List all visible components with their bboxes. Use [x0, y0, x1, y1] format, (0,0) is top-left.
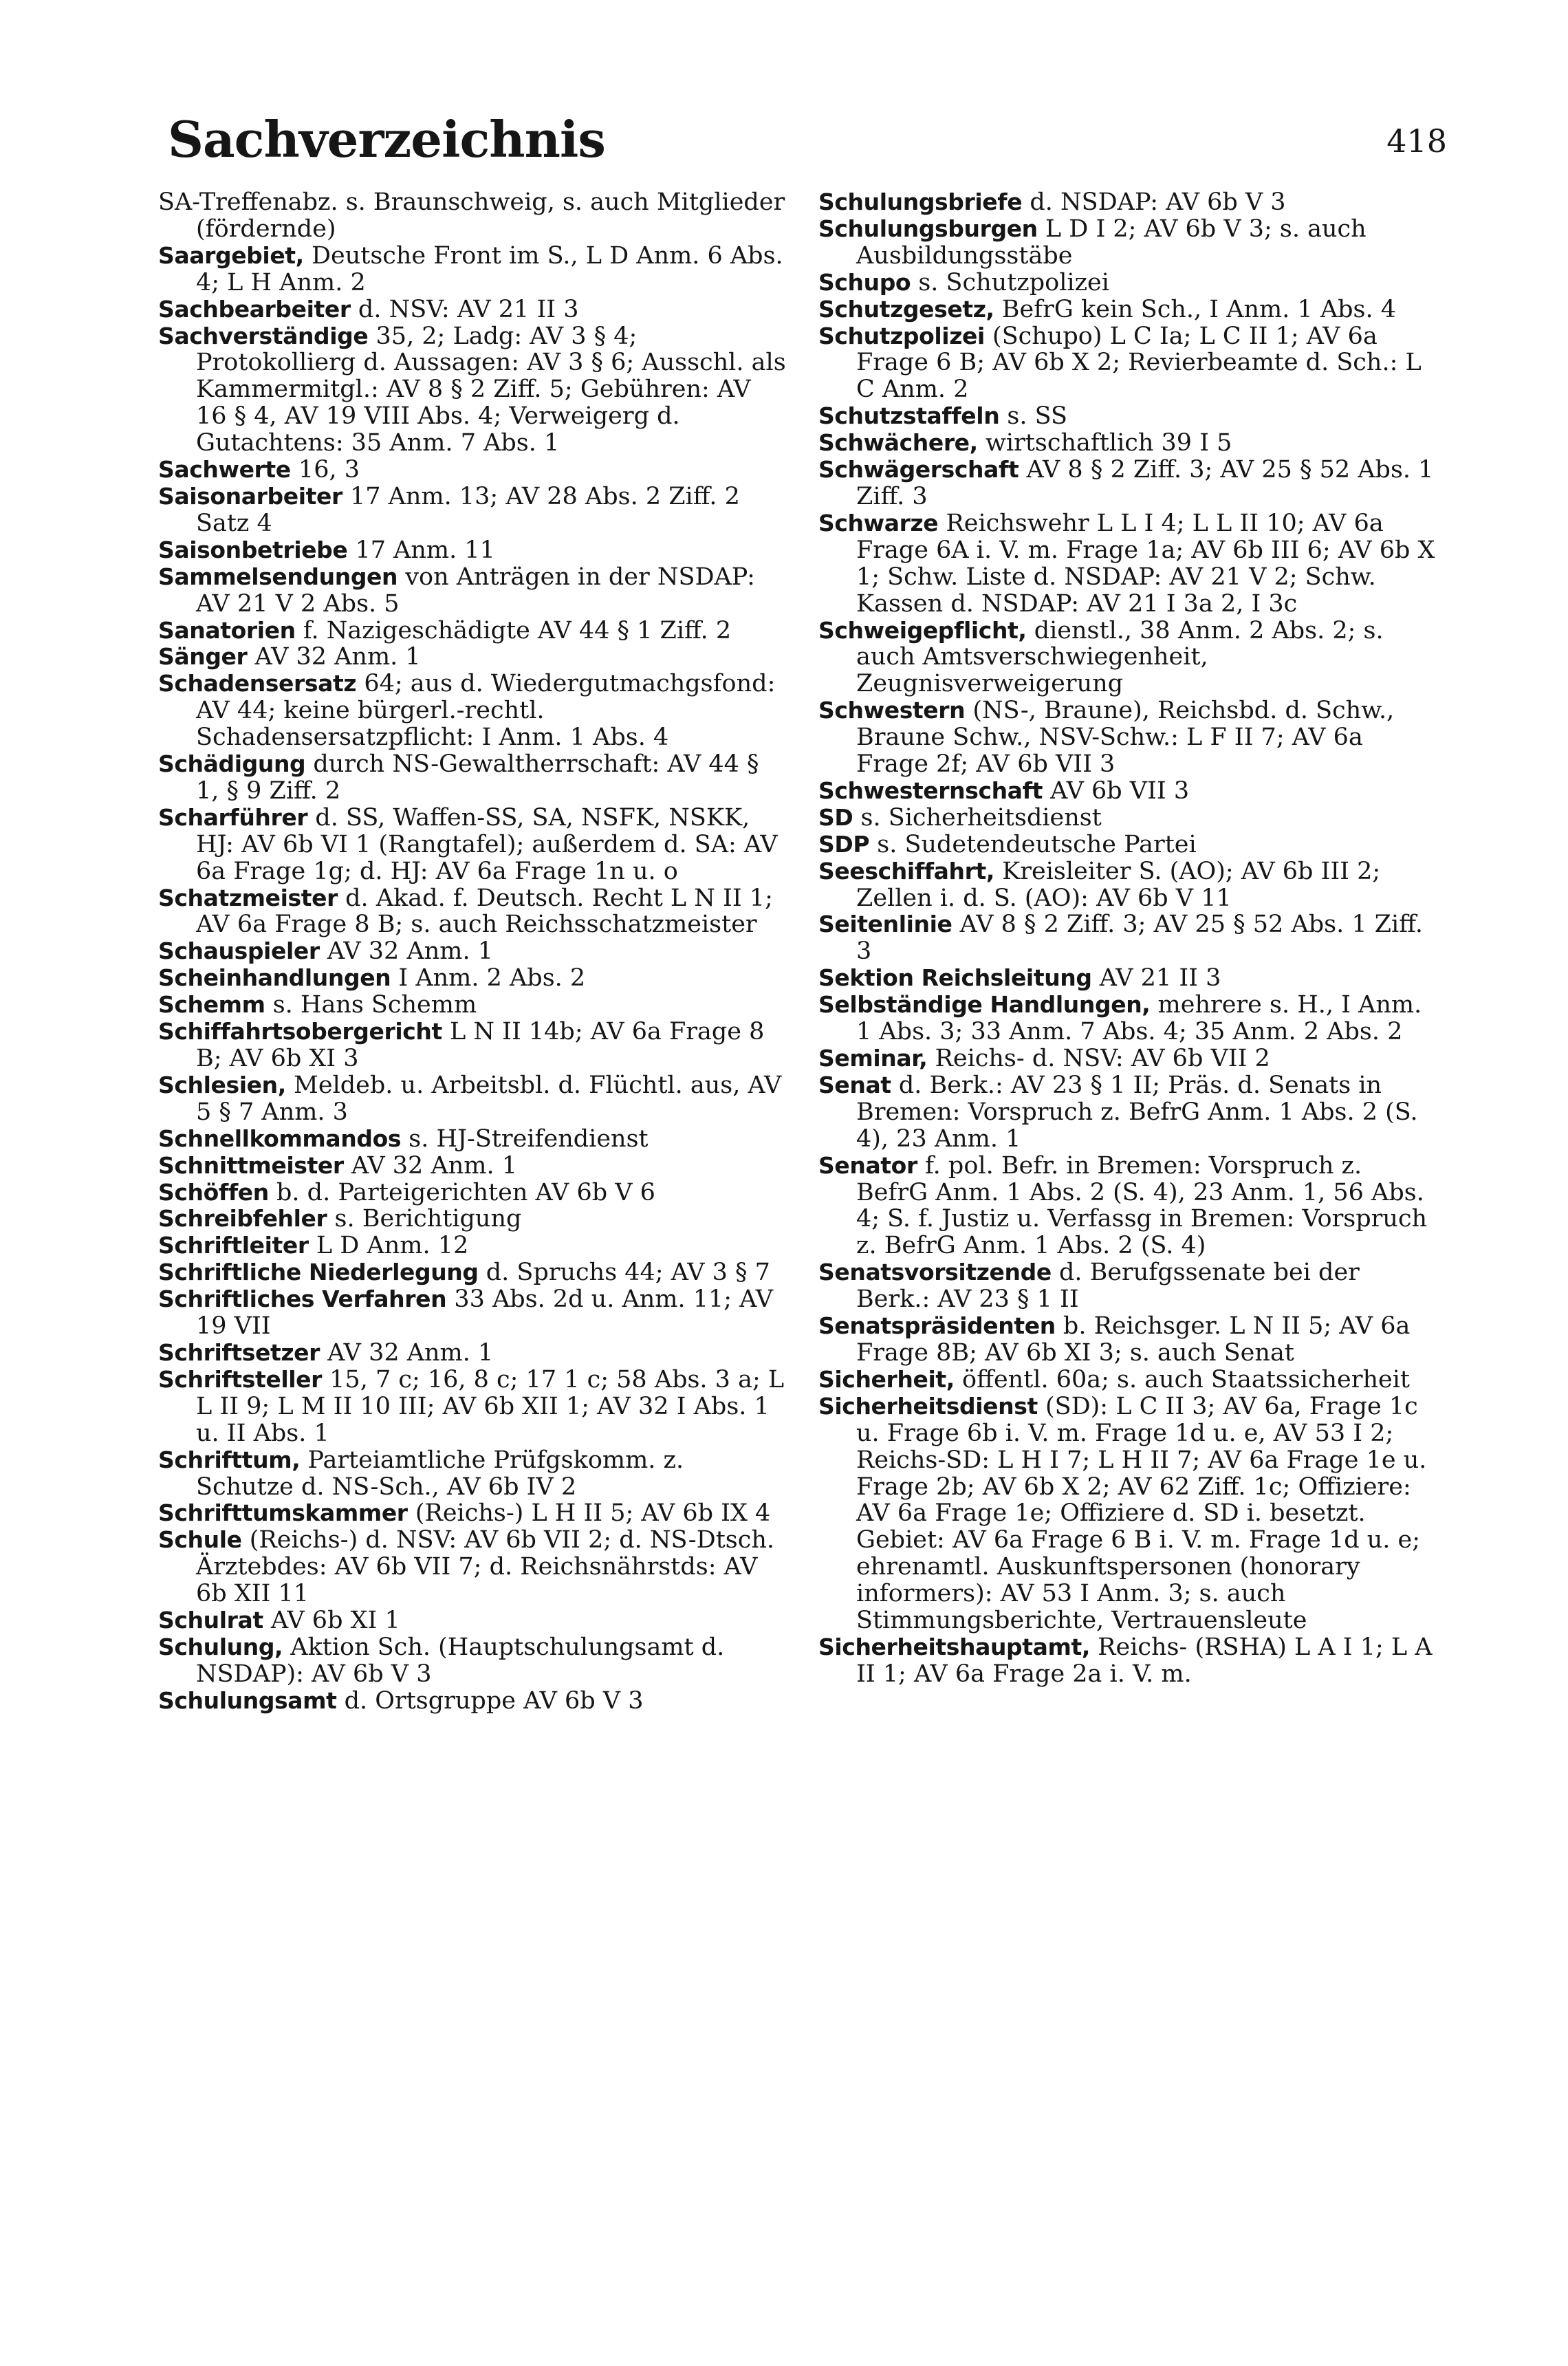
index-entry — [158, 457, 787, 484]
index-entry — [158, 644, 787, 671]
entry-keyword: Schriftleiter — [158, 1232, 309, 1259]
entry-references: AV 8 § 2 Ziff. 3; AV 25 § 52 Abs. 1 Ziff. 3 — [856, 911, 1431, 966]
index-entry — [818, 1072, 1437, 1153]
index-entry — [158, 671, 787, 751]
entry-keyword: Senatsvorsitzende — [818, 1259, 1052, 1286]
index-entry — [818, 1393, 1437, 1634]
index-entry — [158, 1607, 787, 1634]
entry-references: Parteiamtliche Prüfgskomm. z. Schutze d. NS-Sch., AV 6b IV 2 — [196, 1446, 692, 1501]
entry-keyword: Schlesien, — [158, 1071, 286, 1098]
entry-keyword: SD — [818, 803, 853, 831]
entry-keyword: Saisonarbeiter — [158, 482, 342, 510]
entry-references: Deutsche Front im S., L D Anm. 6 Abs. 4; L H Anm. 2 — [196, 241, 791, 296]
entry-keyword: Selbständige Handlungen, — [818, 991, 1151, 1019]
entry-references: AV 8 § 2 Ziff. 3; AV 25 § 52 Abs. 1 Ziff. 3 — [856, 456, 1441, 510]
entry-references: Reichswehr L L I 4; L L II 10; AV 6a Frage 6A i. V. m. Frage 1a; AV 6b III 6; AV 6b X 1; Schw. Liste d. NSDAP: AV 21 V 2; Schw. Kassen d. NSDAP: AV 21 I 3a 2, I 3c — [856, 509, 1443, 618]
entry-keyword: Schöffen — [158, 1178, 269, 1206]
index-entry — [158, 1071, 790, 1126]
entry-references: Meldeb. u. Arbeitsbl. d. Flüchtl. aus, AV 5 § 7 Anm. 3 — [196, 1071, 790, 1126]
entry-keyword: Saargebiet, — [158, 241, 304, 269]
entry-keyword: Sektion Reichsleitung — [818, 964, 1092, 992]
entry-keyword: Sänger — [158, 643, 248, 671]
index-entry — [818, 323, 1437, 404]
entry-references: wirtschaftlich 39 I 5 — [977, 429, 1232, 457]
entry-references: s. Sicherheitsdienst — [853, 803, 1102, 832]
index-entry — [158, 1527, 787, 1607]
index-entry — [818, 270, 1437, 296]
entry-keyword: Schrifttum, — [158, 1446, 301, 1473]
entry-references: Kreisleiter S. (AO); AV 6b III 2; Zellen i. d. S. (AO): AV 6b V 11 — [856, 857, 1389, 912]
entry-references: s. SS — [999, 402, 1067, 431]
index-entry — [818, 697, 1437, 778]
entry-keyword: Schnellkommandos — [158, 1125, 402, 1152]
entry-keyword: Seeschiffahrt, — [818, 857, 994, 884]
entry-keyword: Schadensersatz — [158, 670, 357, 697]
entry-keyword: SDP — [818, 830, 870, 858]
entry-references: AV 32 Anm. 1 — [320, 1338, 494, 1367]
entry-references: L D Anm. 12 — [308, 1232, 469, 1260]
entry-references: 15, 7 c; 16, 8 c; 17 1 c; 58 Abs. 3 a; L L II 9; L M II 10 III; AV 6b XII 1; AV 32 I Abs. 1 u. II Abs. 1 — [196, 1365, 792, 1447]
index-entry — [158, 296, 787, 323]
page-number: 418 — [1386, 122, 1447, 160]
entry-references: AV 32 Anm. 1 — [343, 1151, 517, 1180]
entry-references: (Reichs-) L H II 5; AV 6b IX 4 — [407, 1499, 771, 1528]
entry-references: d. NSDAP: AV 6b V 3 — [1022, 188, 1286, 216]
entry-references: d. Berk.: AV 23 § 1 II; Präs. d. Senats in Bremen: Vorspruch z. BefrG Anm. 1 Abs. 2 (S. 4), 23 Anm. 1 — [856, 1071, 1426, 1153]
entry-keyword: Senator — [818, 1151, 917, 1179]
entry-references: d. Ortsgruppe AV 6b V 3 — [336, 1686, 644, 1715]
index-entry — [158, 1206, 787, 1233]
entry-keyword: Schulungsamt — [158, 1686, 337, 1714]
entry-keyword: Schulungsbriefe — [818, 188, 1023, 215]
entry-keyword: Schriftliches Verfahren — [158, 1285, 447, 1313]
index-entry — [818, 296, 1437, 323]
entry-keyword: Schulungsburgen — [818, 215, 1038, 242]
index-entry — [158, 1688, 787, 1715]
entry-references: d. Berufgssenate bei der Berk.: AV 23 § 1 II — [856, 1259, 1368, 1314]
entry-references: öffentl. 60a; s. auch Staatssicherheit — [954, 1365, 1410, 1393]
index-entry — [158, 1365, 792, 1447]
entry-references: AV 6b VII 3 — [1042, 777, 1190, 805]
index-entry — [818, 1153, 1437, 1260]
entry-keyword: Scharführer — [158, 803, 308, 831]
entry-keyword: Schädigung — [158, 750, 306, 778]
index-entry — [818, 1367, 1437, 1393]
entry-keyword: Schutzstaffeln — [818, 402, 1000, 430]
page-header — [168, 103, 1447, 186]
entry-keyword: Schauspieler — [158, 937, 320, 965]
entry-keyword: Scheinhandlungen — [158, 964, 391, 992]
entry-keyword: Sanatorien — [158, 616, 296, 644]
index-column-left — [158, 188, 794, 1715]
page-title: Sachverzeichnis — [168, 110, 605, 169]
index-entry — [158, 188, 793, 243]
entry-keyword: Saisonbetriebe — [158, 536, 348, 563]
index-entry — [818, 1313, 1437, 1367]
entry-references: L N II 14b; AV 6a Frage 8 B; AV 6b XI 3 — [196, 1018, 772, 1072]
entry-references: f. Nazigeschädigte AV 44 § 1 Ziff. 2 — [295, 616, 732, 644]
entry-references: durch NS-Gewaltherrschaft: AV 44 § 1, § 9 Ziff. 2 — [196, 750, 767, 805]
index-entry — [158, 1340, 787, 1367]
index-entry — [158, 564, 787, 618]
index-entry — [818, 509, 1443, 618]
index-entry — [158, 1153, 787, 1180]
index-entry — [158, 1126, 787, 1153]
entry-keyword: Schutzpolizei — [818, 322, 985, 349]
index-entry — [158, 751, 787, 805]
index-column-right — [818, 188, 1443, 1688]
index-entry — [158, 1500, 787, 1527]
index-entry — [818, 805, 1437, 832]
index-entry — [818, 216, 1437, 270]
entry-keyword: Schriftsetzer — [158, 1338, 320, 1366]
entry-keyword: Senatspräsidenten — [818, 1312, 1056, 1340]
entry-references: s. Sudetendeutsche Partei — [869, 830, 1197, 858]
entry-references: d. Akad. f. Deutsch. Recht L N II 1; AV 6a Frage 8 B; s. auch Reichsschatzmeister — [196, 884, 781, 939]
entry-keyword: Schulung, — [158, 1633, 283, 1660]
index-entry — [818, 1633, 1440, 1688]
entry-references: I Anm. 2 Abs. 2 — [391, 964, 586, 992]
index-entry — [818, 618, 1437, 698]
index-entry — [818, 965, 1437, 992]
entry-keyword: Schnittmeister — [158, 1151, 344, 1179]
index-entry — [818, 832, 1437, 858]
entry-references: 17 Anm. 13; AV 28 Abs. 2 Ziff. 2 Satz 4 — [196, 482, 748, 537]
index-entry — [158, 1259, 787, 1286]
entry-keyword: Schreibfehler — [158, 1205, 327, 1233]
entry-references: 16, 3 — [290, 456, 360, 484]
index-entry — [818, 189, 1437, 216]
entry-references: AV 21 II 3 — [1091, 964, 1221, 992]
entry-references: f. pol. Befr. in Bremen: Vorspruch z. BefrG Anm. 1 Abs. 2 (S. 4), 23 Anm. 1, 56 Abs. 4; S. f. Justiz u. Verfassg in Bremen: Vorspruch z. BefrG Anm. 1 Abs. 2 (S. 4) — [856, 1151, 1435, 1260]
index-entry — [158, 241, 791, 296]
index-entry — [818, 992, 1437, 1045]
entry-keyword: Schupo — [818, 268, 911, 296]
index-entry — [158, 805, 787, 885]
entry-references: b. Reichsger. L N II 5; AV 6a Frage 8B; AV 6b XI 3; s. auch Senat — [856, 1312, 1418, 1367]
entry-references: s. Berichtigung — [327, 1205, 522, 1233]
index-entry — [818, 456, 1441, 510]
entry-references: SA-Treffenabz. s. Braunschweig, s. auch Mitglieder (fördernde) — [158, 188, 793, 243]
entry-references: 35, 2; Ladg: AV 3 § 4; Protokollierg d. Aussagen: AV 3 § 6; Ausschl. als Kammermitgl.: AV 8 § 2 Ziff. 5; Gebühren: AV 16 § 4, AV 19 VIII Abs. 4; Verweigerg d. Gutachtens: 35 Anm. 7 Abs. 1 — [196, 322, 794, 457]
index-entry — [158, 618, 787, 644]
entry-references: Aktion Sch. (Hauptschulungsamt d. NSDAP): AV 6b V 3 — [196, 1633, 732, 1688]
entry-references: (Reichs-) d. NSV: AV 6b VII 2; d. NS-Dtsch. Ärztebdes: AV 6b VII 7; d. Reichsnährstds: AV 6b XII 11 — [196, 1526, 783, 1608]
entry-references: AV 32 Anm. 1 — [247, 643, 421, 671]
index-entry — [158, 1447, 787, 1501]
entry-references: 17 Anm. 11 — [347, 536, 495, 564]
entry-keyword: Schwächere, — [818, 429, 978, 457]
entry-keyword: Sachverständige — [158, 322, 369, 349]
entry-keyword: Seminar, — [818, 1045, 928, 1072]
entry-keyword: Schiffahrtsobergericht — [158, 1018, 442, 1045]
entry-references: d. NSV: AV 21 II 3 — [350, 295, 579, 323]
index-entry — [158, 1180, 787, 1206]
entry-keyword: Schwesternschaft — [818, 777, 1043, 804]
index-entry — [158, 1019, 787, 1072]
entry-references: Reichs- (RSHA) L A I 1; L A II 1; AV 6a Frage 2a i. V. m. — [856, 1633, 1440, 1688]
entry-keyword: Schwarze — [818, 509, 939, 536]
entry-references: (SD): L C II 3; AV 6a, Frage 1c u. Frage 6b i. V. m. Frage 1d u. e, AV 53 I 2; Reichs-SD: L H I 7; L H II 7; AV 6a Frage 1e u. Frage 2b; AV 6b X 2; AV 62 Ziff. 1c; Offiziere: AV 6a Frage 1e; Offiziere d. SD i. besetzt. Gebiet: AV 6a Frage 6 B i. V. m. Frage 1d u. e; ehrenamtl. Auskunftspersonen (honorary informers): AV 53 I Anm. 3; s. auch Stimmungsberichte, Vertrauensleute — [856, 1392, 1435, 1635]
index-entry — [818, 1259, 1437, 1313]
index-entry — [818, 911, 1437, 965]
entry-references: AV 6b XI 1 — [263, 1607, 400, 1635]
entry-references: (NS-, Braune), Reichsbd. d. Schw., Braune Schw., NSV-Schw.: L F II 7; AV 6a Frage 2f; AV 6b VII 3 — [856, 697, 1402, 779]
index-entry — [158, 537, 787, 564]
index-entry — [158, 938, 787, 965]
entry-keyword: Sicherheitsdienst — [818, 1392, 1038, 1420]
entry-references: b. d. Parteigerichten AV 6b V 6 — [268, 1178, 655, 1206]
entry-keyword: Schwägerschaft — [818, 456, 1019, 484]
entry-keyword: Schwestern — [818, 697, 966, 724]
entry-references: mehrere s. H., I Anm. 1 Abs. 3; 33 Anm. 7 Abs. 4; 35 Anm. 2 Abs. 2 — [856, 991, 1430, 1046]
index-entry — [158, 885, 787, 939]
index-entry — [818, 1045, 1437, 1072]
entry-references: d. SS, Waffen-SS, SA, NSFK, NSKK, HJ: AV 6b VI 1 (Rangtafel); außerdem d. SA: AV 6a Frage 1g; d. HJ: AV 6a Frage 1n u. o — [196, 803, 785, 885]
entry-keyword: Seitenlinie — [818, 911, 952, 938]
entry-keyword: Sachwerte — [158, 456, 291, 484]
entry-references: Reichs- d. NSV: AV 6b VII 2 — [927, 1045, 1270, 1072]
entry-keyword: Schriftsteller — [158, 1365, 323, 1393]
entry-keyword: Sachbearbeiter — [158, 295, 351, 323]
entry-keyword: Schweigepflicht, — [818, 616, 1027, 644]
entry-keyword: Schemm — [158, 991, 265, 1019]
entry-references: AV 32 Anm. 1 — [319, 937, 493, 966]
index-entry — [158, 322, 794, 457]
entry-references: d. Spruchs 44; AV 3 § 7 — [478, 1259, 770, 1287]
entry-references: (Schupo) L C Ia; L C II 1; AV 6a Frage 6 B; AV 6b X 2; Revierbeamte d. Sch.: L C Anm. 2 — [856, 322, 1429, 404]
index-entry — [158, 1233, 787, 1259]
index-entry — [158, 1286, 787, 1340]
entry-keyword: Schutzgesetz, — [818, 295, 994, 323]
entry-keyword: Schule — [158, 1526, 242, 1554]
index-entry — [158, 484, 787, 537]
entry-references: dienstl., 38 Anm. 2 Abs. 2; s. auch Amtsverschwiegenheit, Zeugnisverweigerung — [856, 616, 1391, 698]
entry-references: 33 Abs. 2d u. Anm. 11; AV 19 VII — [196, 1285, 781, 1341]
entry-references: L D I 2; AV 6b V 3; s. auch Ausbildungsstäbe — [856, 215, 1374, 270]
entry-references: von Anträgen in der NSDAP: AV 21 V 2 Abs. 5 — [196, 563, 763, 618]
entry-references: s. HJ-Streifendienst — [401, 1125, 649, 1153]
index-entry — [158, 992, 787, 1019]
entry-references: BefrG kein Sch., I Anm. 1 Abs. 4 — [994, 295, 1397, 323]
index-entry — [158, 1634, 787, 1688]
entry-keyword: Schriftliche Niederlegung — [158, 1259, 479, 1286]
index-entry — [818, 403, 1437, 430]
entry-keyword: Sicherheitshauptamt, — [818, 1633, 1091, 1660]
entry-references: s. Hans Schemm — [265, 991, 477, 1019]
index-entry — [818, 430, 1437, 457]
index-entry — [158, 965, 787, 992]
entry-keyword: Sicherheit, — [818, 1365, 955, 1393]
index-entry — [818, 778, 1437, 805]
entry-references: s. Schutzpolizei — [911, 268, 1109, 296]
entry-keyword: Senat — [818, 1071, 891, 1098]
entry-keyword: Schatzmeister — [158, 884, 338, 911]
entry-keyword: Schrifttumskammer — [158, 1499, 408, 1527]
index-entry — [818, 858, 1437, 912]
entry-keyword: Sammelsendungen — [158, 563, 398, 590]
entry-references: 64; aus d. Wiedergutmachgsfond: AV 44; keine bürgerl.-rechtl. Schadensersatzpflicht: I Anm. 1 Abs. 4 — [196, 670, 783, 752]
entry-keyword: Schulrat — [158, 1607, 263, 1634]
